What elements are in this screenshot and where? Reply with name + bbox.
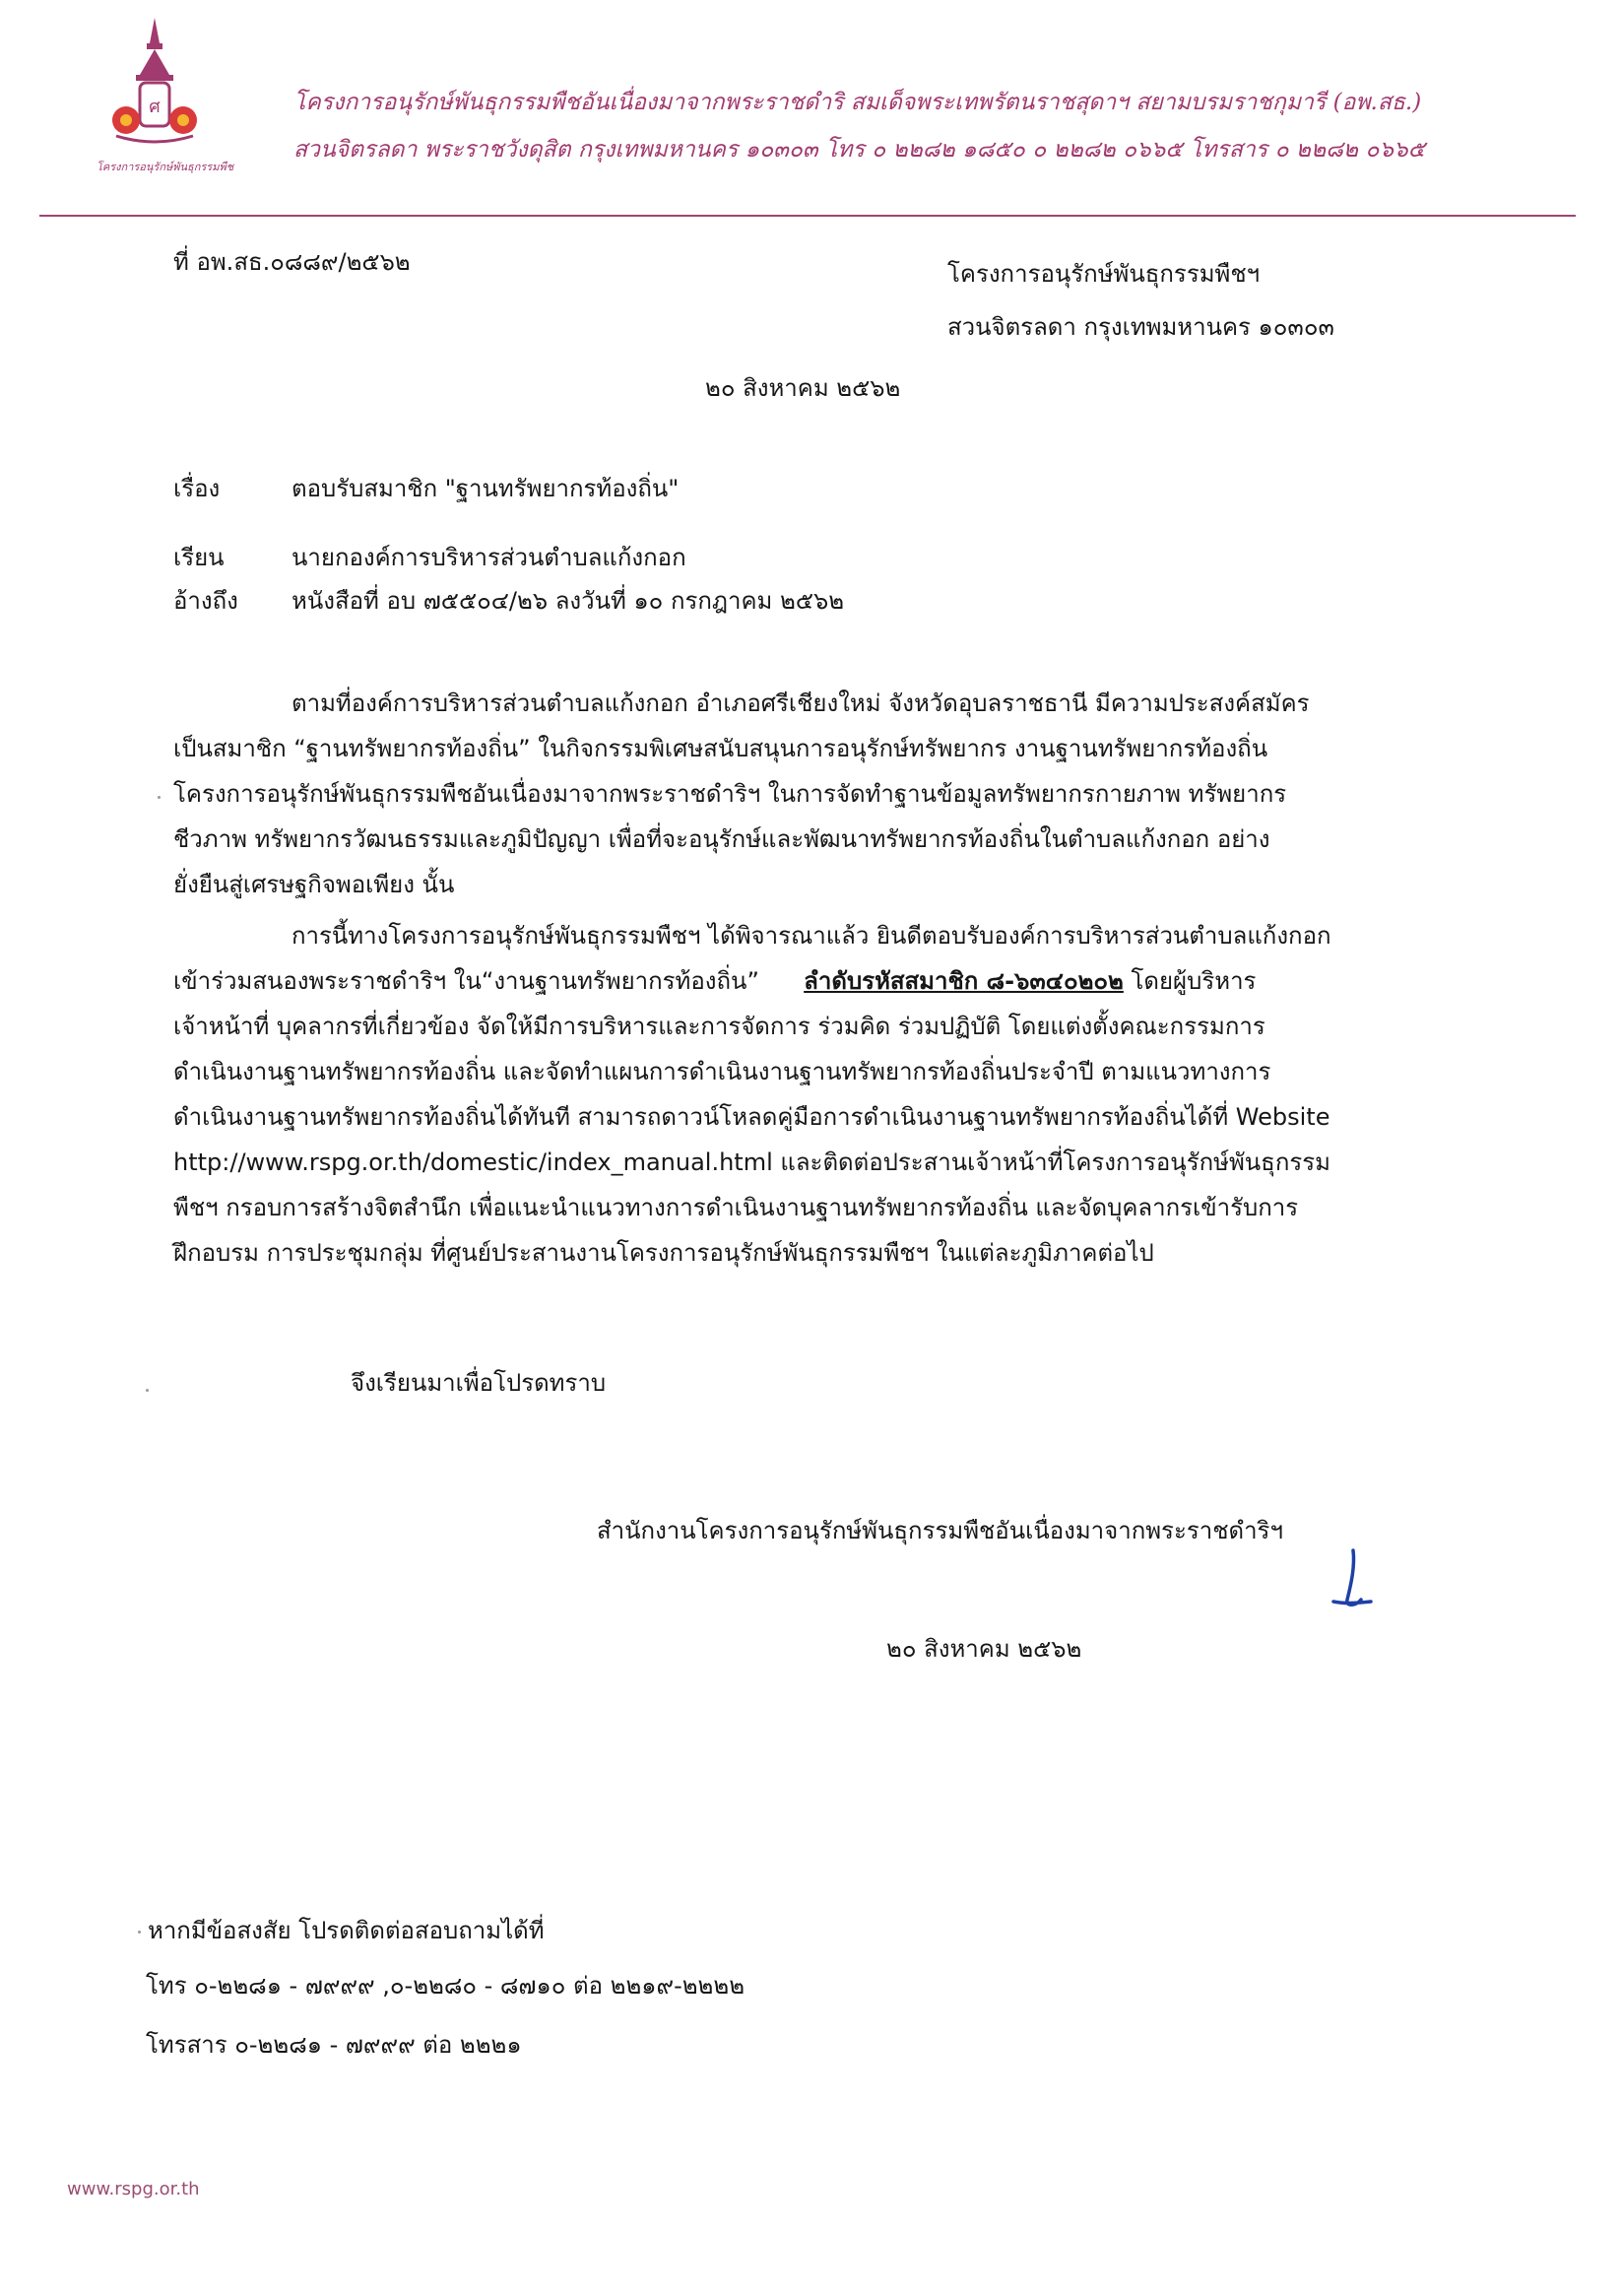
letterhead-divider: [39, 215, 1576, 217]
scan-speck: [146, 1389, 149, 1392]
logo-caption: โครงการอนุรักษ์พันธุกรรมพืช: [97, 161, 234, 173]
signing-date: ๒๐ สิงหาคม ๒๕๖๒: [886, 1635, 1082, 1663]
contact-intro: หากมีข้อสงสัย โปรดติดต่อสอบถามได้ที่: [148, 1917, 545, 1944]
body-paragraph-line: [173, 961, 1256, 1000]
letter-date: ๒๐ สิงหาคม ๒๕๖๒: [705, 374, 901, 402]
rspg-logo: [106, 14, 203, 181]
subject-label: เรื่อง: [173, 475, 221, 502]
closing-phrase: จึงเรียนมาเพื่อโปรดทราบ: [351, 1369, 607, 1397]
handwritten-signature: [1310, 1544, 1379, 1613]
signing-office: สำนักงานโครงการอนุรักษ์พันธุกรรมพืชอันเนื่องมาจากพระราชดำริฯ: [597, 1517, 1283, 1544]
sender-address-line1: โครงการอนุรักษ์พันธุกรรมพืชฯ: [947, 260, 1261, 288]
body-paragraph-line: โครงการอนุรักษ์พันธุกรรมพืชอันเนื่องมาจากพระราชดำริฯ ในการจัดทำฐานข้อมูลทรัพยากรกายภาพ ทรัพยากร: [173, 780, 1287, 808]
letterhead-address: สวนจิตรลดา พระราชวังดุสิต กรุงเทพมหานคร ๑๐๓๐๓ โทร ๐ ๒๒๘๒ ๑๘๕๐ ๐ ๒๒๘๒ ๐๖๖๕ โทรสาร ๐ ๒๒๘๒ ๐๖๖๕: [293, 137, 1425, 163]
body-paragraph-line: ฝึกอบรม การประชุมกลุ่ม ที่ศูนย์ประสานงานโครงการอนุรักษ์พันธุกรรมพืชฯ ในแต่ละภูมิภาคต่อไป: [173, 1239, 1154, 1267]
body-paragraph-line: เจ้าหน้าที่ บุคลากรที่เกี่ยวข้อง จัดให้มีการบริหารและการจัดการ ร่วมคิด ร่วมปฏิบัติ โดยแต่งตั้งคณะกรรมการ: [173, 1013, 1265, 1040]
body-paragraph-line: ยั่งยืนสู่เศรษฐกิจพอเพียง นั้น: [173, 871, 455, 898]
body-paragraph-line: การนี้ทางโครงการอนุรักษ์พันธุกรรมพืชฯ ได้พิจารณาแล้ว ยินดีตอบรับองค์การบริหารส่วนตำบลแก้งกอก: [292, 922, 1331, 950]
svg-text:ศ: ศ: [149, 97, 161, 117]
body-paragraph-line: ดำเนินงานฐานทรัพยากรท้องถิ่น และจัดทำแผนการดำเนินงานฐานทรัพยากรท้องถิ่นประจำปี ตามแนวทางการ: [173, 1058, 1271, 1085]
manual-url-line: http://www.rspg.or.th/domestic/index_manual.html และติดต่อประสานเจ้าหน้าที่โครงการอนุรักษ์พันธุกรรม: [173, 1148, 1330, 1176]
service-name: เข้าร่วมสนองพระราชดำริฯ ใน“งานฐานทรัพยากรท้องถิ่น”: [173, 967, 759, 995]
member-code: ลำดับรหัสสมาชิก ๘-๖๓๔๐๒๐๒: [804, 967, 1124, 995]
scan-speck: [138, 1931, 141, 1934]
body-text: โดยผู้บริหาร: [1131, 967, 1257, 995]
contact-fax: โทรสาร ๐-๒๒๘๑ - ๗๙๙๙ ต่อ ๒๒๒๑: [146, 2031, 522, 2059]
body-paragraph-line: ตามที่องค์การบริหารส่วนตำบลแก้งกอก อำเภอศรีเชียงใหม่ จังหวัดอุบลราชธานี มีความประสงค์สมัคร: [292, 689, 1310, 717]
footer-website: www.rspg.or.th: [67, 2179, 200, 2199]
recipient-value: นายกองค์การบริหารส่วนตำบลแก้งกอก: [292, 544, 686, 571]
signature-mark-icon: [1310, 1544, 1379, 1613]
subject-value: ตอบรับสมาชิก "ฐานทรัพยากรท้องถิ่น": [292, 475, 680, 502]
scan-speck: [158, 796, 161, 799]
body-paragraph-line: ดำเนินงานฐานทรัพยากรท้องถิ่นได้ทันที สามารถดาวน์โหลดคู่มือการดำเนินงานฐานทรัพยากรท้องถิ่นได้ที่ Website: [173, 1103, 1330, 1131]
reference-value: หนังสือที่ อบ ๗๕๕๐๔/๒๖ ลงวันที่ ๑๐ กรกฎาคม ๒๕๖๒: [292, 587, 845, 615]
rspg-emblem-icon: [106, 14, 203, 181]
recipient-label: เรียน: [173, 544, 225, 571]
letterhead-title: โครงการอนุรักษ์พันธุกรรมพืชอันเนื่องมาจากพระราชดำริ สมเด็จพระเทพรัตนราชสุดาฯ สยามบรมราชกุมารี (อพ.สธ.): [293, 90, 1422, 115]
body-paragraph-line: ชีวภาพ ทรัพยากรวัฒนธรรมและภูมิปัญญา เพื่อที่จะอนุรักษ์และพัฒนาทรัพยากรท้องถิ่นในตำบลแก้งกอก อย่าง: [173, 825, 1270, 853]
body-paragraph-line: เป็นสมาชิก “ฐานทรัพยากรท้องถิ่น” ในกิจกรรมพิเศษสนับสนุนการอนุรักษ์ทรัพยากร งานฐานทรัพยากรท้องถิ่น: [173, 735, 1268, 762]
sender-address-line2: สวนจิตรลดา กรุงเทพมหานคร ๑๐๓๐๓: [947, 313, 1334, 341]
document-number: ที่ อพ.สธ.๐๘๘๙/๒๕๖๒: [173, 248, 411, 276]
contact-phone: โทร ๐-๒๒๘๑ - ๗๙๙๙ ,๐-๒๒๘๐ - ๘๗๑๐ ต่อ ๒๒๑๙-๒๒๒๒: [146, 1972, 746, 2000]
reference-label: อ้างถึง: [173, 587, 238, 615]
body-paragraph-line: พืชฯ กรอบการสร้างจิตสำนึก เพื่อแนะนำแนวทางการดำเนินงานฐานทรัพยากรท้องถิ่น และจัดบุคลากรเข้ารับการ: [173, 1194, 1299, 1221]
